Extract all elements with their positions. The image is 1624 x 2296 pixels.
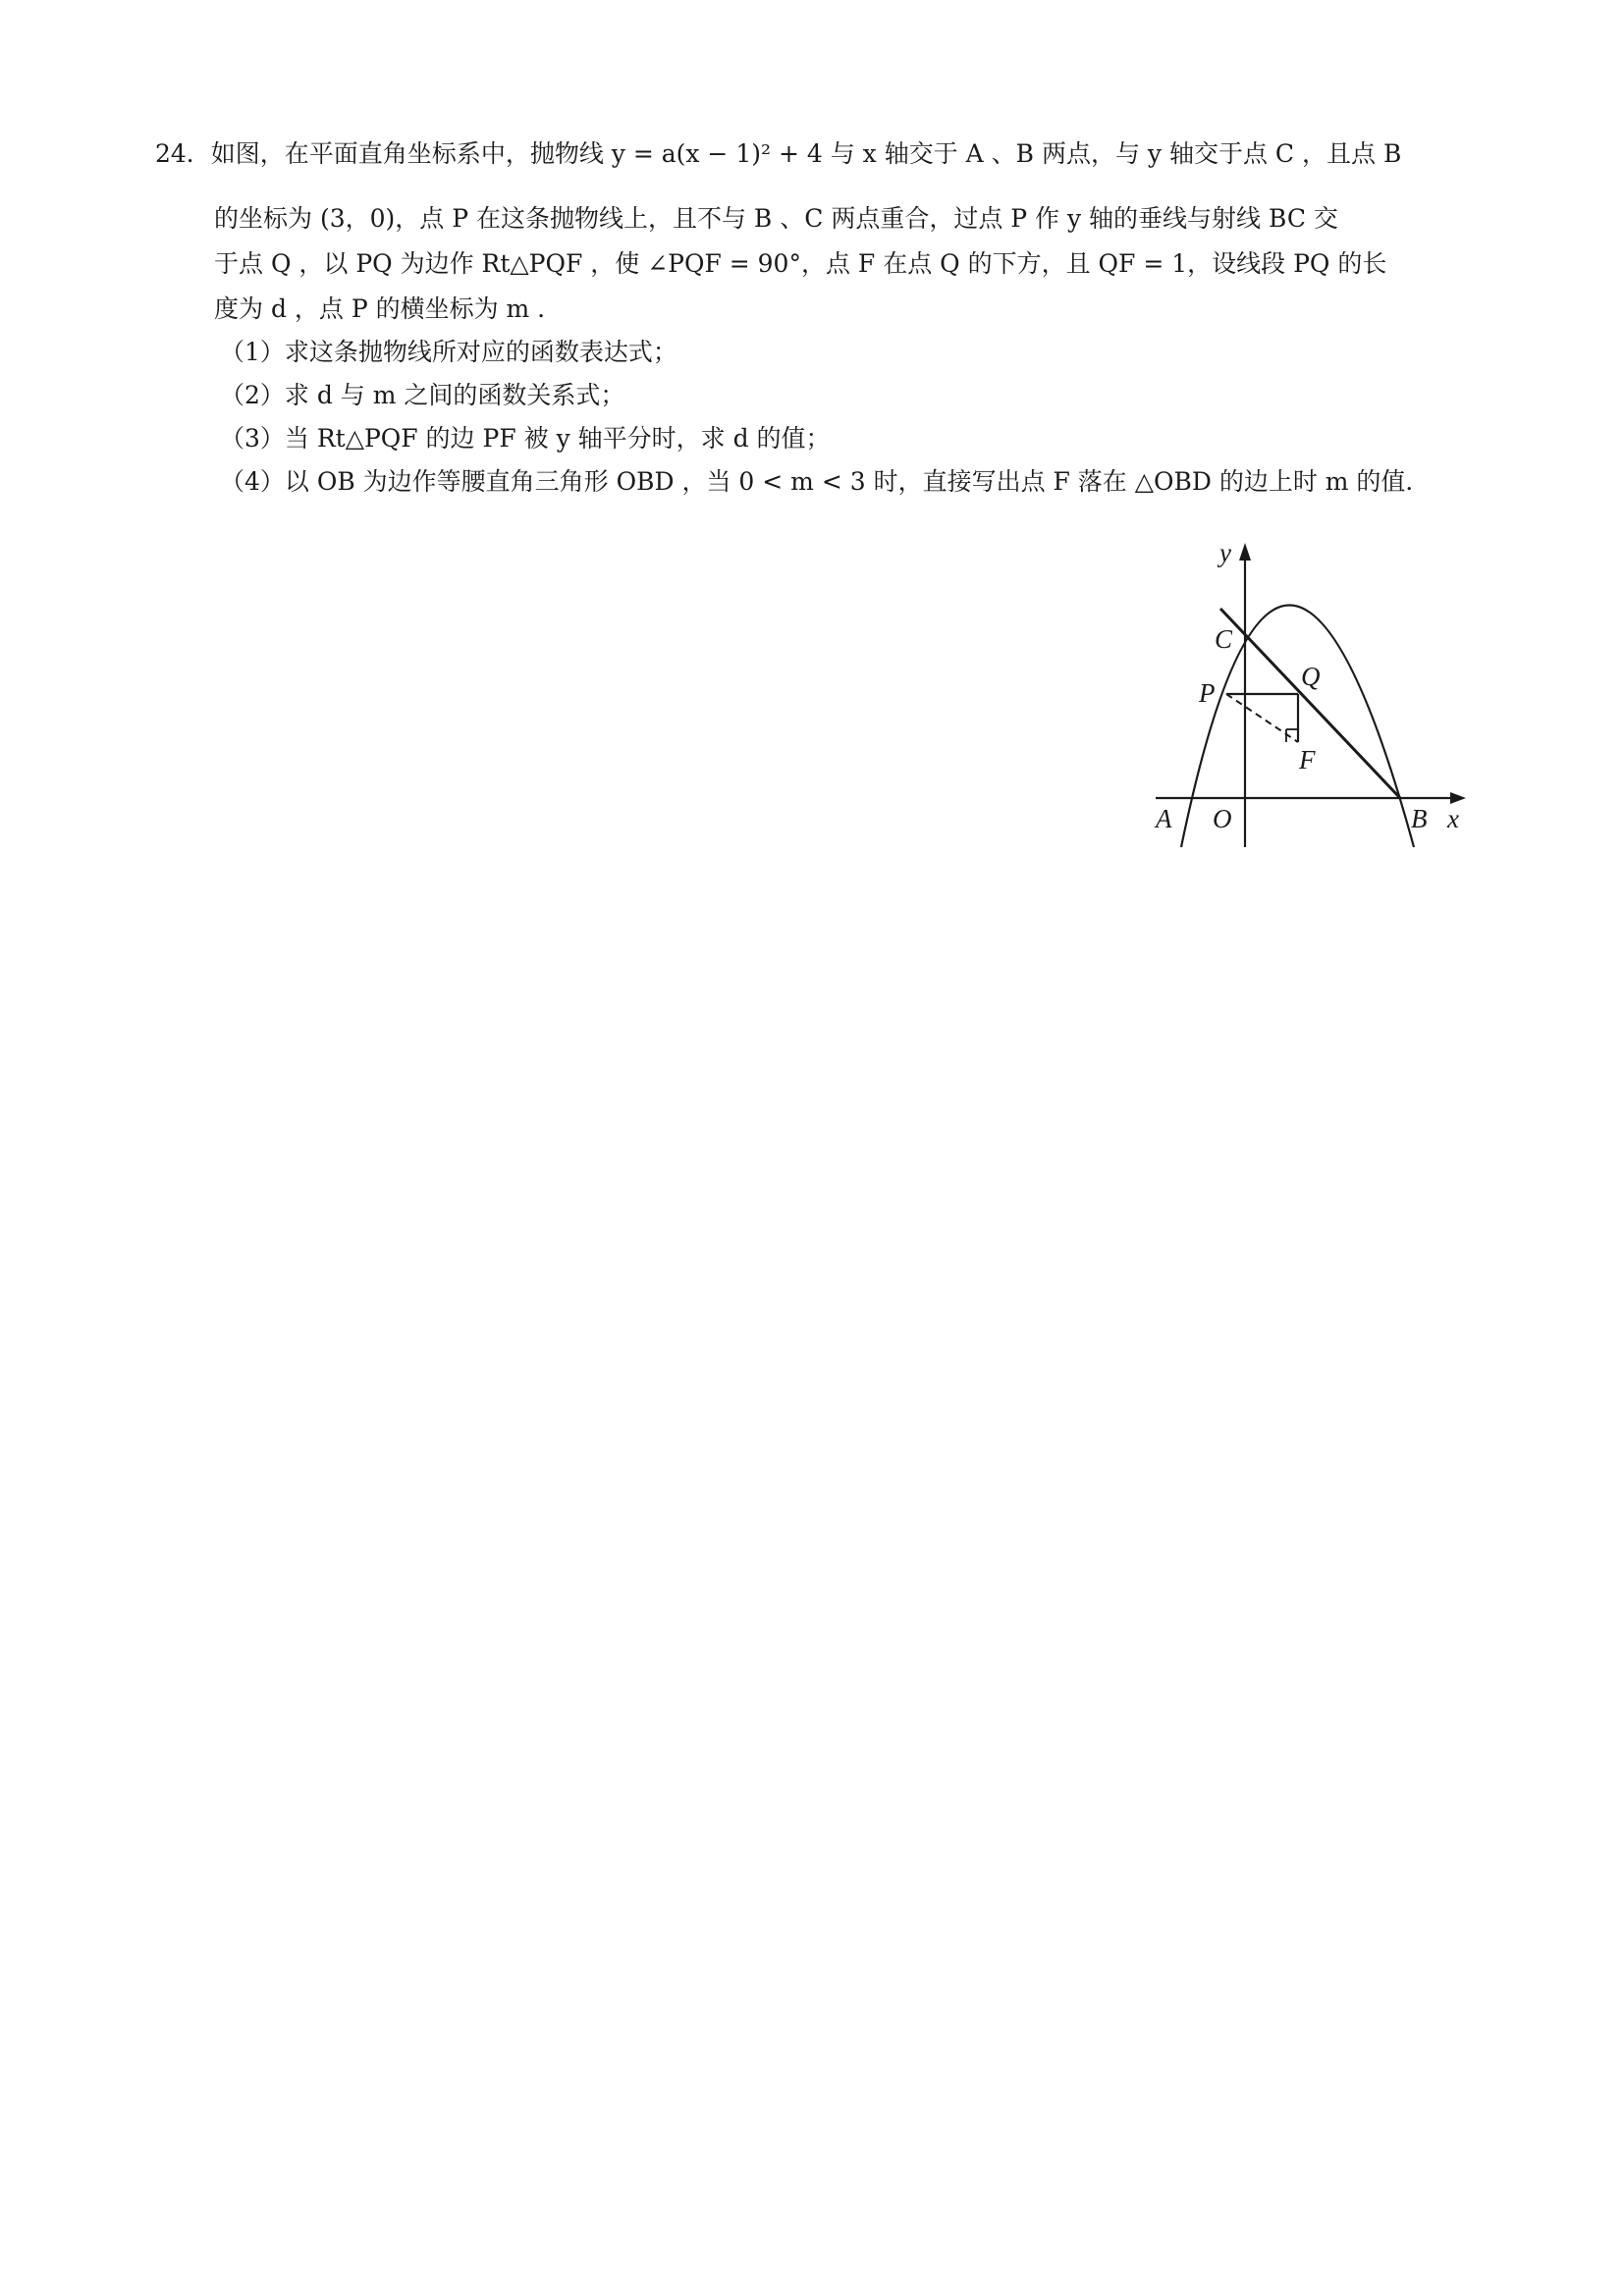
- label-q: Q: [1301, 662, 1321, 691]
- sub-question-2: （2）求 d 与 m 之间的函数关系式；: [220, 381, 625, 409]
- y-axis-arrow: [1239, 543, 1251, 561]
- label-p: P: [1199, 678, 1216, 708]
- label-a: A: [1156, 804, 1172, 833]
- parabola-figure: [1144, 535, 1478, 859]
- problem-text-line-3: 于点 Q ，以 PQ 为边作 Rt△PQF ，使 ∠PQF = 90°，点 F 在点 Q 的下方，且 QF = 1，设线段 PQ 的长: [214, 249, 1387, 278]
- problem-text-line-1: 24．如图，在平面直角坐标系中，抛物线 y = a(x − 1)² + 4 与 x 轴交于 A 、B 两点，与 y 轴交于点 C ，且点 B: [155, 139, 1402, 168]
- label-x: x: [1447, 804, 1459, 833]
- label-f: F: [1299, 745, 1316, 774]
- problem-text-line-4: 度为 d ，点 P 的横坐标为 m ．: [214, 294, 563, 323]
- sub-question-1: （1）求这条抛物线所对应的函数表达式；: [220, 338, 677, 366]
- problem-text-line-2: 的坐标为 (3，0)，点 P 在这条抛物线上，且不与 B 、C 两点重合，过点 P 作 y 轴的垂线与射线 BC 交: [214, 204, 1338, 233]
- label-b: B: [1411, 804, 1428, 833]
- sub-question-4: （4）以 OB 为边作等腰直角三角形 OBD ，当 0 < m < 3 时，直接写出点 F 落在 △OBD 的边上时 m 的值．: [220, 467, 1431, 496]
- sub-question-3: （3）当 Rt△PQF 的边 PF 被 y 轴平分时，求 d 的值；: [220, 424, 831, 453]
- label-c: C: [1215, 624, 1233, 654]
- segment-pf-dashed: [1226, 694, 1298, 742]
- label-o: O: [1213, 804, 1232, 833]
- x-axis-arrow: [1450, 792, 1466, 804]
- label-y: y: [1219, 538, 1231, 567]
